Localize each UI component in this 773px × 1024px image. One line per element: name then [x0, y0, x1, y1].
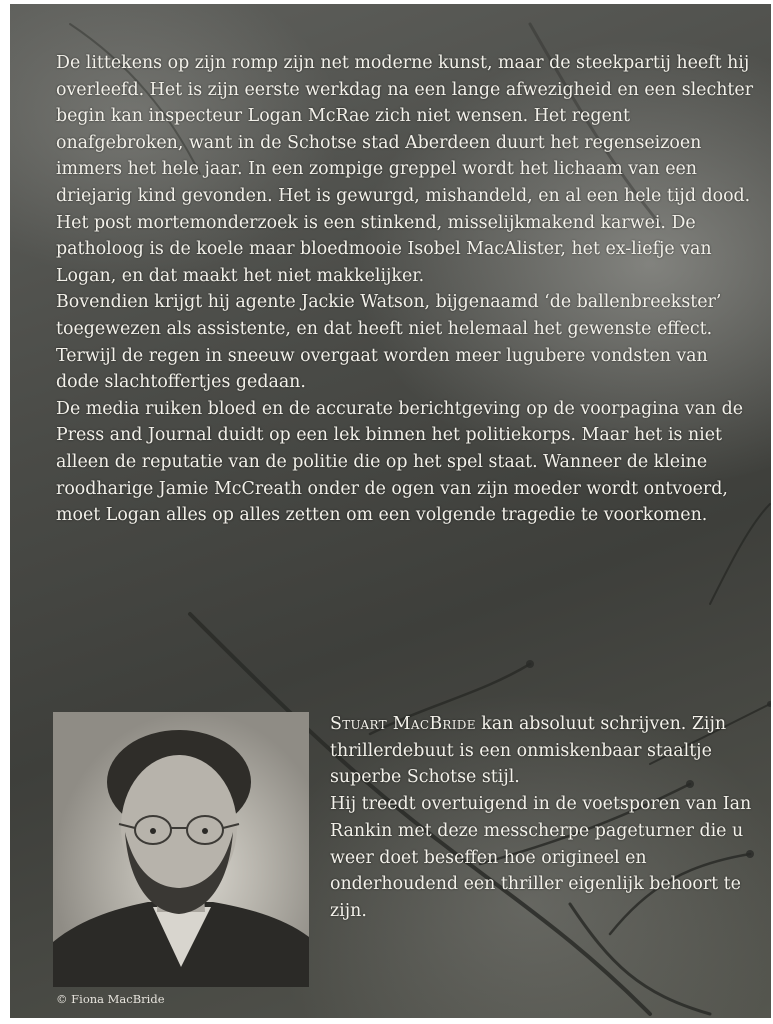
author-paragraph-1-text: kan absoluut schrijven. Zijn thrillerdebuut is een onmiskenbaar staaltje superbe Schotse stijl. — [330, 714, 727, 788]
author-portrait-image — [53, 712, 309, 987]
author-photo — [53, 712, 309, 987]
blurb-paragraph-3: De media ruiken bloed en de accurate berichtgeving op de voorpagina van de Press and Journal duidt op een lek binnen het politiekorps. Maar het is niet alleen de reputatie van de politie die op het spel staat. Wanneer de kleine roodharige Jamie McCreath onder de ogen van zijn moeder wordt ontvoerd, moet Logan alles op alles zetten om een volgende tragedie te voorkomen. — [56, 398, 744, 526]
back-cover — [10, 4, 771, 1018]
photo-credit: © Fiona MacBride — [56, 992, 165, 1006]
author-paragraph-1 — [330, 711, 760, 791]
author-name: Stuart MacBride — [330, 714, 476, 734]
author-paragraph-2: Hij treedt overtuigend in de voetsporen van Ian Rankin met deze messcherpe pageturner die u weer doet beseffen hoe origineel en onderhoudend een thriller eigenlijk behoort te zijn. — [330, 794, 752, 921]
blurb-paragraph-2: Bovendien krijgt hij agente Jackie Watson, bijgenaamd ‘de ballenbreekster’ toegewezen als assistente, en dat heeft niet helemaal het gewenste effect. Terwijl de regen in sneeuw overgaat worden meer lugubere vondsten van dode slachtoffertjes gedaan. — [56, 292, 722, 393]
blurb-paragraph-1: De littekens op zijn romp zijn net moderne kunst, maar de steekpartij heeft hij overleefd. Het is zijn eerste werkdag na een lange afwezigheid en een slechter begin kan inspecteur Logan McRae zich niet wensen. Het regent onafgebroken, want in de Schotse stad Aberdeen duurt het regenseizoen immers het hele jaar. In een zompige greppel wordt het lichaam van een driejarig kind gevonden. Het is gewurgd, mishandeld, en al een hele tijd dood. Het post mortemonderzoek is een stinkend, misselijkmakend karwei. De patholoog is de koele maar bloedmooie Isobel MacAlister, het ex-liefje van Logan, en dat maakt het niet makkelijker. — [56, 53, 754, 286]
back-cover-blurb — [56, 50, 756, 529]
author-blurb — [330, 711, 760, 925]
